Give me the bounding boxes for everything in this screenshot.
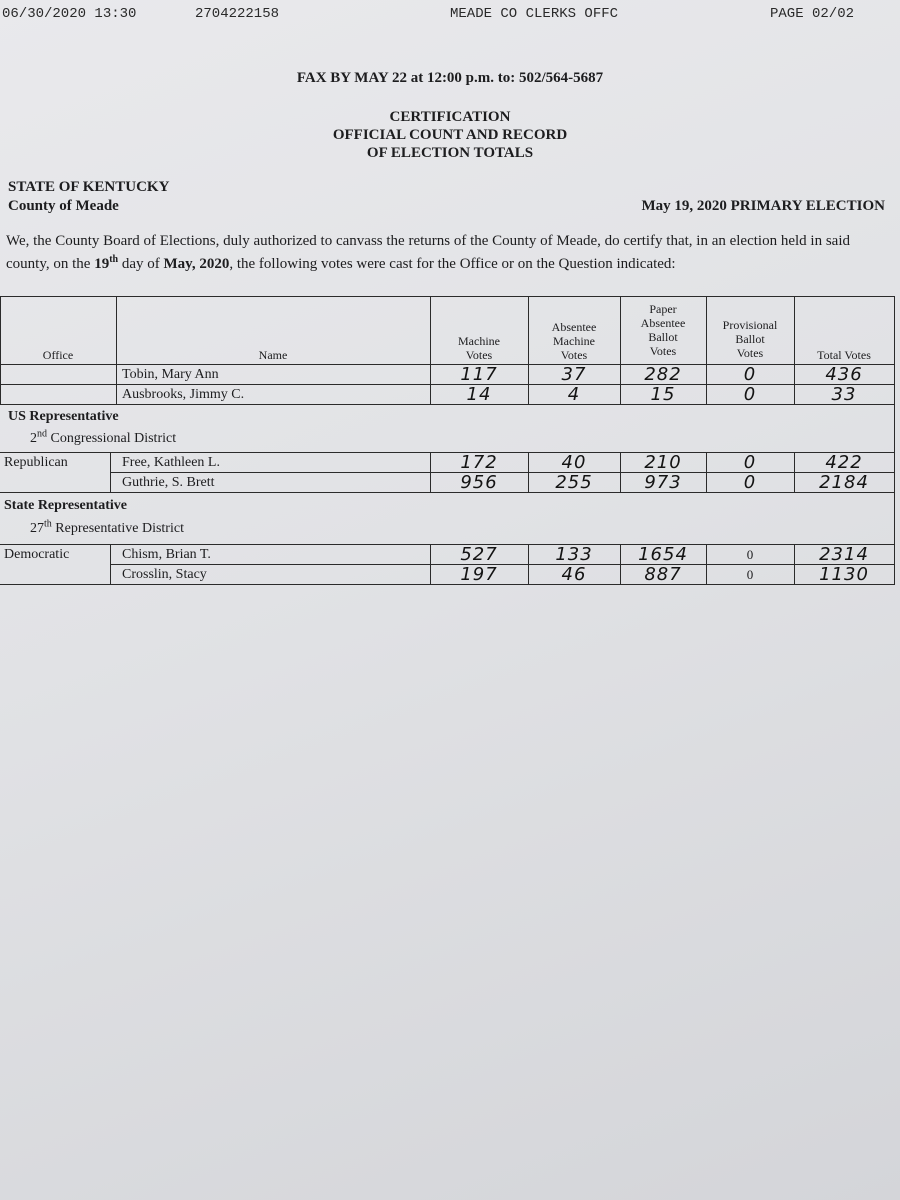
candidate-name: Guthrie, S. Brett (122, 475, 215, 490)
machine-votes: 172 (460, 452, 498, 473)
fax-header (0, 4, 900, 26)
machine-votes: 956 (460, 472, 498, 493)
machine-votes: 197 (460, 564, 498, 585)
total-votes: 2314 (819, 544, 869, 565)
machine-votes: 527 (460, 544, 498, 565)
district-state: 27th Representative District (30, 518, 184, 536)
total-votes: 2184 (819, 472, 869, 493)
party-state: Democratic (4, 547, 70, 562)
county-name: County of Meade (8, 198, 119, 214)
fax-datetime: 06/30/2020 13:30 (2, 6, 137, 22)
col-header-name: Name (258, 348, 288, 362)
candidate-name: Chism, Brian T. (122, 547, 211, 562)
absentee-machine-votes: 37 (561, 364, 587, 385)
provisional-votes: 0 (743, 384, 757, 405)
candidate-name: Tobin, Mary Ann (122, 367, 219, 382)
district-us: 2nd Congressional District (30, 428, 177, 446)
paper-absentee-votes: 15 (650, 384, 676, 405)
absentee-machine-votes: 4 (567, 384, 581, 405)
fax-instruction: FAX BY MAY 22 at 12:00 p.m. to: 502/564-5687 (296, 70, 604, 86)
absentee-machine-votes: 40 (561, 452, 587, 473)
office-state-representative: State Representative (4, 498, 127, 513)
statement-month-year: May, 2020 (163, 256, 230, 272)
col-header-provisional: Provisional Ballot Votes (722, 318, 778, 360)
certification-statement (6, 230, 891, 276)
provisional-votes: 0 (746, 567, 754, 582)
election-name: May 19, 2020 PRIMARY ELECTION (641, 198, 885, 214)
absentee-machine-votes: 133 (555, 544, 593, 565)
candidate-name: Crosslin, Stacy (122, 567, 207, 582)
total-votes: 422 (825, 452, 863, 473)
statement-day: 19th (94, 254, 119, 272)
total-votes: 436 (825, 364, 863, 385)
machine-votes: 14 (466, 384, 492, 405)
provisional-votes: 0 (743, 472, 757, 493)
statement-part-1: We, the County Board of Elections, duly authorized to canvass the returns of the County of Meade, do certify that, in an election held in said county, on the (6, 233, 850, 272)
paper-absentee-votes: 1654 (638, 544, 688, 565)
candidate-name: Free, Kathleen L. (122, 455, 220, 470)
provisional-votes: 0 (743, 364, 757, 385)
col-header-office: Office (42, 348, 74, 362)
title-line-3: OF ELECTION TOTALS (366, 145, 534, 161)
absentee-machine-votes: 46 (561, 564, 587, 585)
paper-absentee-votes: 282 (644, 364, 682, 385)
results-table (0, 296, 895, 586)
total-votes: 1130 (819, 564, 869, 585)
candidate-name: Ausbrooks, Jimmy C. (122, 387, 245, 402)
paper-absentee-votes: 210 (644, 452, 682, 473)
paper-absentee-votes: 973 (644, 472, 682, 493)
col-header-machine: Machine Votes (458, 334, 500, 362)
absentee-machine-votes: 255 (555, 472, 593, 493)
party-us: Republican (4, 455, 68, 470)
state-name: STATE OF KENTUCKY (8, 179, 170, 195)
provisional-votes: 0 (746, 547, 754, 562)
title-line-1: CERTIFICATION (389, 109, 511, 125)
col-header-paper-absentee: Paper Absentee Ballot Votes (640, 302, 686, 358)
col-header-absentee-machine: Absentee Machine Votes (551, 320, 597, 362)
title-line-2: OFFICIAL COUNT AND RECORD (332, 127, 568, 143)
total-votes: 33 (831, 384, 857, 405)
provisional-votes: 0 (743, 452, 757, 473)
office-us-representative: US Representative (8, 409, 119, 424)
jurisdiction (8, 178, 169, 216)
statement-part-2: day of (118, 256, 164, 272)
fax-number: 2704222158 (195, 6, 280, 22)
paper-absentee-votes: 887 (644, 564, 682, 585)
col-header-total: Total Votes (817, 348, 871, 362)
statement-part-3: , the following votes were cast for the Office or on the Question indicated: (229, 256, 676, 272)
fax-page: PAGE 02/02 (770, 6, 855, 22)
machine-votes: 117 (460, 364, 498, 385)
document-title (0, 108, 900, 162)
fax-sender: MEADE CO CLERKS OFFC (450, 6, 619, 22)
